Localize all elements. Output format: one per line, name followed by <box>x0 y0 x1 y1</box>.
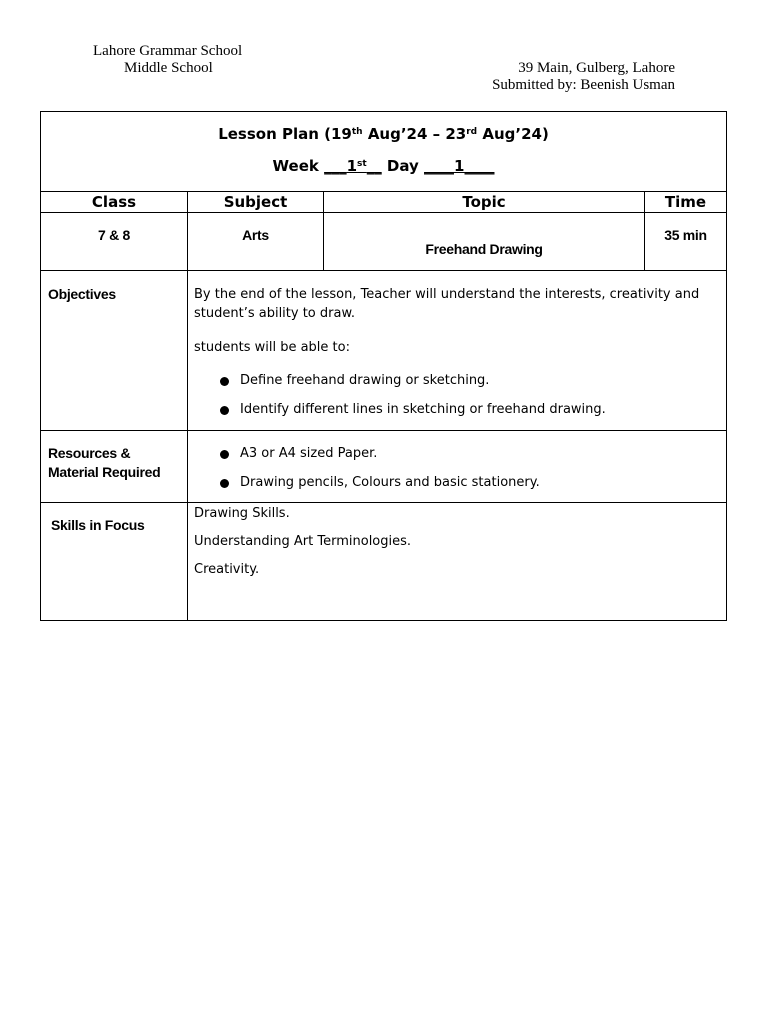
topic-cell <box>324 213 645 271</box>
bullet-icon <box>220 450 229 459</box>
lesson-plan-table <box>40 111 727 621</box>
objectives-body <box>188 271 727 431</box>
skills-body <box>188 503 727 621</box>
resources-label-cell <box>41 431 188 503</box>
resources-row <box>41 431 727 503</box>
school-address: 39 Main, Gulberg, Lahore <box>518 60 675 76</box>
submitted-by: Submitted by: Beenish Usman <box>492 77 675 93</box>
school-header <box>93 43 242 77</box>
subject-cell <box>188 213 324 271</box>
topic-value: Freehand Drawing <box>425 241 543 257</box>
resources-list <box>194 444 726 492</box>
class-cell <box>41 213 188 271</box>
lesson-plan-title: Lesson Plan (19th Aug’24 – 23rd Aug’24) <box>218 125 549 143</box>
list-item: Understanding Art Terminologies. <box>194 534 412 549</box>
objectives-lead: students will be able to: <box>194 340 350 355</box>
values-row <box>41 213 727 271</box>
objectives-label-cell <box>41 271 188 431</box>
skills-row <box>41 503 727 621</box>
objectives-list <box>194 371 726 419</box>
objectives-row <box>41 271 727 431</box>
school-section: Middle School <box>124 60 213 76</box>
bullet-icon <box>220 479 229 488</box>
bullet-icon <box>220 377 229 386</box>
title-row <box>41 112 727 192</box>
subject-header: Subject <box>188 192 324 213</box>
title-cell <box>41 112 727 192</box>
resources-label: Resources & Material Required <box>48 445 161 480</box>
school-name: Lahore Grammar School <box>93 43 243 59</box>
list-item: Drawing pencils, Colours and basic stationery. <box>194 473 726 492</box>
week-day-line: Week ___1st__ Day ____1____ <box>272 157 495 175</box>
class-header: Class <box>41 192 188 213</box>
time-header: Time <box>645 192 727 213</box>
topic-header: Topic <box>324 192 645 213</box>
column-header-row <box>41 192 727 213</box>
objectives-label: Objectives <box>48 286 116 302</box>
list-item: Identify different lines in sketching or freehand drawing. <box>194 400 726 419</box>
list-item: Creativity. <box>194 562 260 577</box>
objectives-intro: By the end of the lesson, Teacher will understand the interests, creativity and student’s ability to draw. <box>194 287 700 321</box>
subject-value: Arts <box>242 227 269 243</box>
class-value: 7 & 8 <box>98 227 130 243</box>
submission-header <box>492 60 675 94</box>
list-item: Define freehand drawing or sketching. <box>194 371 726 390</box>
bullet-icon <box>220 406 229 415</box>
list-item: A3 or A4 sized Paper. <box>194 444 726 463</box>
day-number: 1 <box>454 157 465 175</box>
week-number: 1 <box>346 157 358 175</box>
time-cell <box>645 213 727 271</box>
time-value: 35 min <box>664 227 707 243</box>
skills-label: Skills in Focus <box>51 517 145 533</box>
list-item: Drawing Skills. <box>194 506 290 521</box>
resources-body <box>188 431 727 503</box>
skills-label-cell <box>41 503 188 621</box>
